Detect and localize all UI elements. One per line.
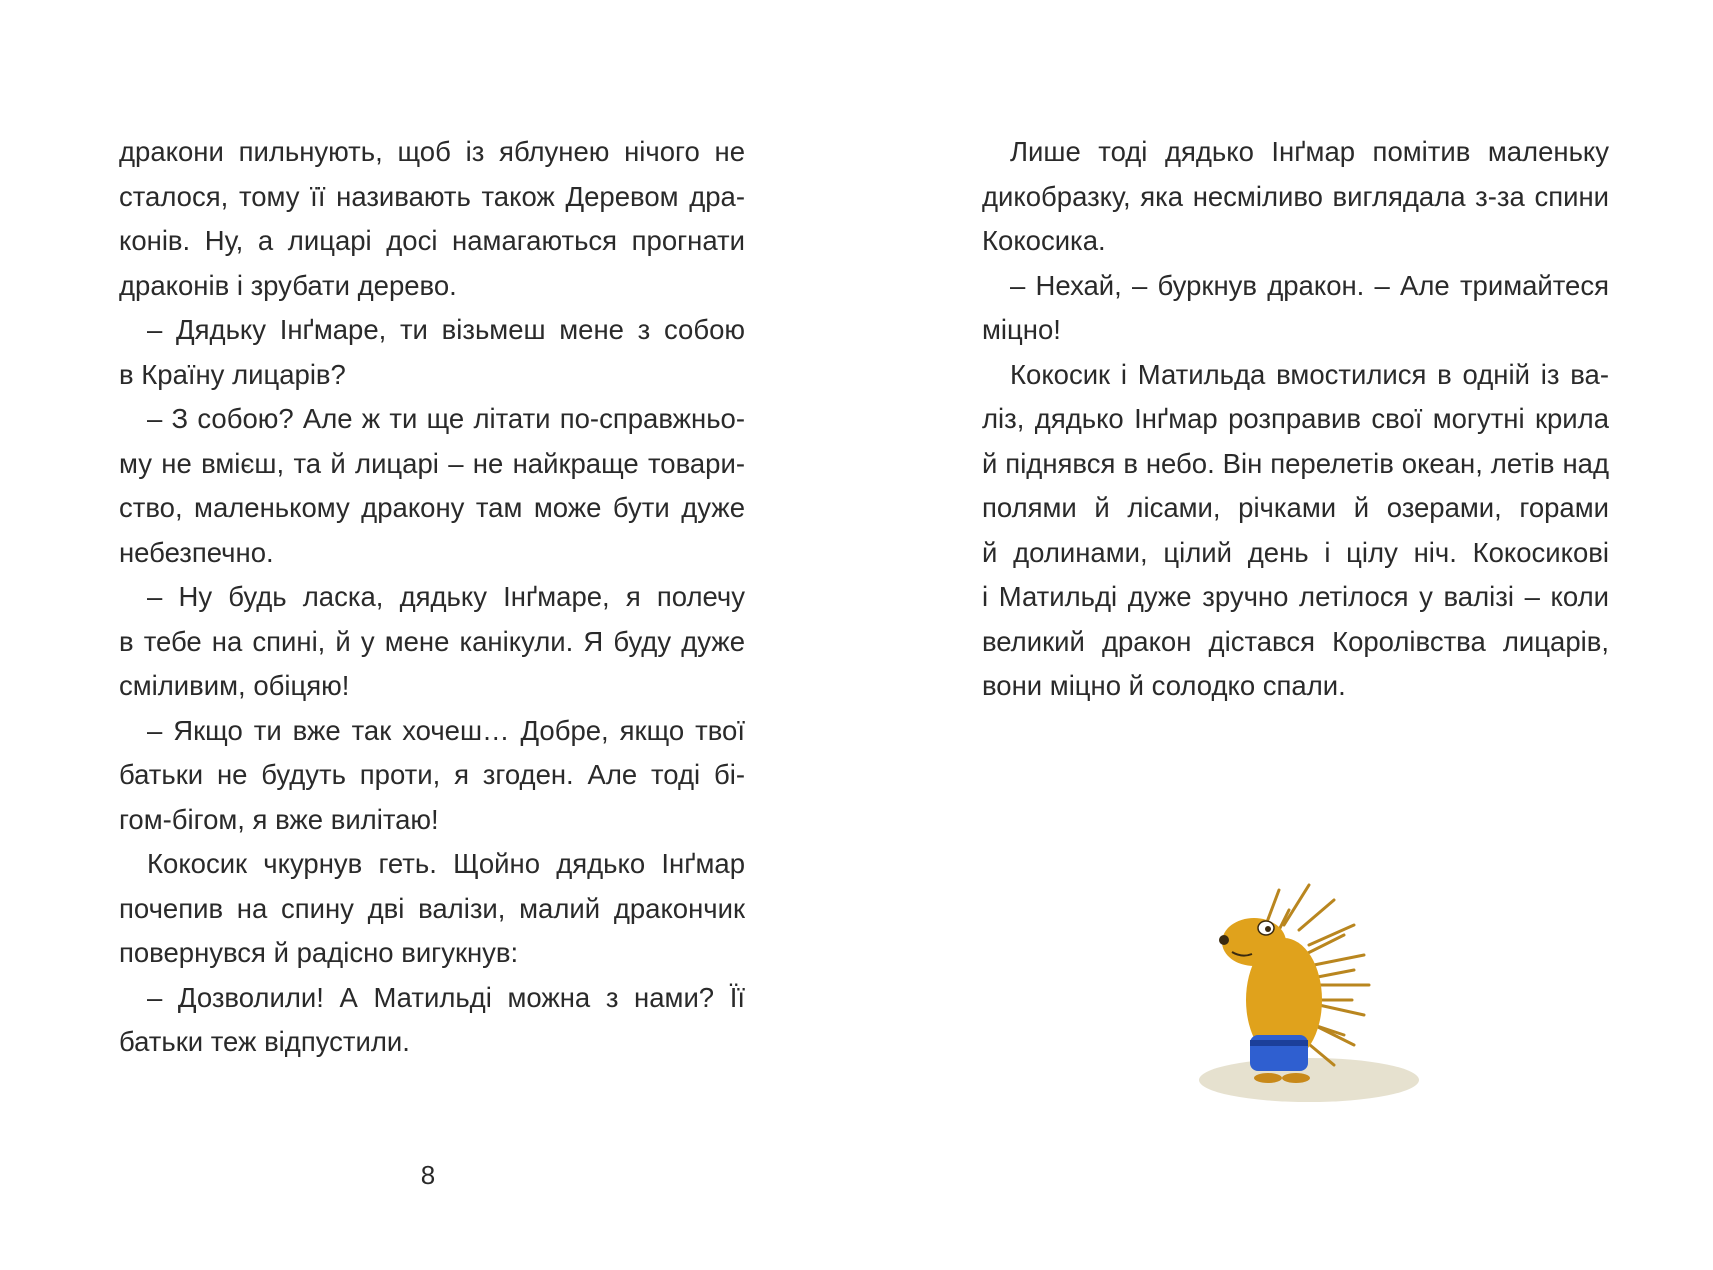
text-line: конів. Ну, а лицарі досі намагаються прогнати	[119, 225, 745, 256]
hedgehog-icon	[1184, 870, 1444, 1160]
hedgehog-pupil	[1265, 926, 1271, 932]
hedgehog-head	[1222, 918, 1286, 966]
text-line: – Нехай, – буркнув дракон. – Але тримайтеся	[1010, 269, 1609, 301]
text-line: в Країну лицарів?	[119, 358, 346, 390]
text-line: повернувся й радісно вигукнув:	[119, 937, 519, 968]
text-line: полями й лісами, річками й озерами, горами	[982, 492, 1609, 523]
text-line: Лише тоді дядько Інґмар помітив маленьку	[1010, 136, 1609, 167]
text-line: драконів і зрубати дерево.	[119, 269, 457, 301]
text-line: небезпечно.	[119, 536, 274, 568]
text-line: й долинами, цілий день і цілу ніч. Кокосикові	[982, 536, 1609, 568]
text-line: – З собою? Але ж ти ще літати по-справжньо-	[147, 403, 745, 434]
hedgehog-foot	[1254, 1073, 1282, 1083]
right-page	[856, 0, 1713, 1270]
right-text-column	[982, 130, 1609, 709]
text-line: дракони пильнують, щоб із яблунею нічого не	[119, 136, 745, 167]
hedgehog-bag-band	[1250, 1040, 1308, 1046]
text-line: Кокосик і Матильда вмостилися в одній із ва-	[1010, 358, 1609, 390]
text-line: великий дракон дістався Королівства лицарів,	[982, 625, 1609, 657]
ground-shadow	[1199, 1058, 1419, 1102]
page-number: 8	[420, 1160, 436, 1190]
hedgehog-foot	[1282, 1073, 1310, 1083]
text-line: – Дядьку Інґмаре, ти візьмеш мене з собою	[147, 314, 745, 345]
text-line: – Ну будь ласка, дядьку Інґмаре, я полечу	[147, 581, 745, 612]
text-line: – Якщо ти вже так хочеш… Добре, якщо твої	[147, 714, 745, 746]
text-line: і Матильді дуже зручно летілося у валізі – коли	[982, 581, 1609, 612]
hedgehog-nose	[1219, 935, 1229, 945]
text-line: міцно!	[982, 314, 1061, 345]
text-line: почепив на спину дві валізи, малий дракончик	[119, 892, 745, 924]
text-line: й піднявся в небо. Він перелетів океан, летів над	[982, 447, 1609, 479]
text-line: ство, маленькому дракону там може бути дуже	[119, 492, 745, 523]
text-line: му не вмієш, та й лицарі – не найкраще товари-	[119, 447, 745, 479]
text-line: вони міцно й солодко спали.	[982, 670, 1346, 701]
text-line: в тебе на спині, й у мене канікули. Я буду дуже	[119, 625, 745, 657]
text-line: ліз, дядько Інґмар розправив свої могутні крила	[982, 403, 1609, 434]
text-line: Кокосика.	[982, 225, 1106, 256]
text-line: Кокосик чкурнув геть. Щойно дядько Інґмар	[147, 848, 745, 879]
left-text-column	[119, 130, 745, 1065]
text-line: батьки теж відпустили.	[119, 1026, 410, 1057]
text-line: гом-бігом, я вже вилітаю!	[119, 803, 439, 835]
text-line: батьки не будуть проти, я згоден. Але тоді бі-	[119, 759, 745, 790]
text-line: – Дозволили! А Матильді можна з нами? Її	[147, 981, 745, 1013]
left-page	[0, 0, 856, 1270]
text-line: дикобразку, яка несміливо виглядала з-за спини	[982, 180, 1609, 212]
text-line: сталося, тому її називають також Деревом дра-	[119, 180, 745, 212]
text-line: сміливим, обіцяю!	[119, 670, 350, 701]
